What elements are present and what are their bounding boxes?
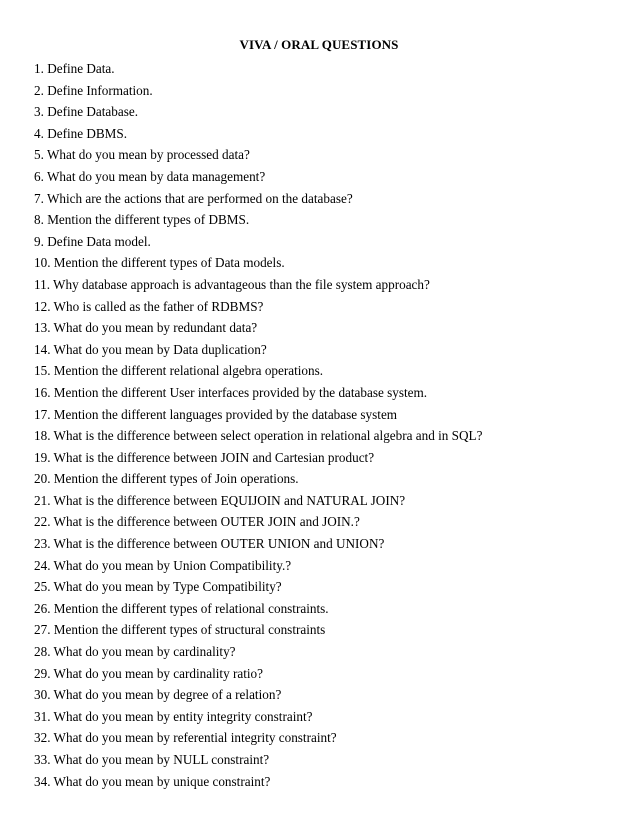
question-item: 9. Define Data model. xyxy=(34,233,151,249)
question-item: 25. What do you mean by Type Compatibility? xyxy=(34,579,282,595)
page-title: VIVA / ORAL QUESTIONS xyxy=(239,37,399,52)
question-item: 14. What do you mean by Data duplication? xyxy=(34,341,267,357)
question-item: 7. Which are the actions that are performed on the database? xyxy=(34,190,353,206)
question-item: 27. Mention the different types of structural constraints xyxy=(34,622,326,638)
question-item: 20. Mention the different types of Join operations. xyxy=(34,471,299,487)
question-item: 22. What is the difference between OUTER JOIN and JOIN.? xyxy=(34,514,360,530)
question-item: 24. What do you mean by Union Compatibility.? xyxy=(34,557,292,573)
question-item: 26. Mention the different types of relational constraints. xyxy=(34,600,329,616)
question-item: 19. What is the difference between JOIN and Cartesian product? xyxy=(34,449,375,465)
question-item: 34. What do you mean by unique constraint? xyxy=(34,773,271,789)
question-item: 23. What is the difference between OUTER UNION and UNION? xyxy=(34,536,385,552)
question-item: 16. Mention the different User interfaces provided by the database system. xyxy=(34,384,428,400)
question-item: 12. Who is called as the father of RDBMS? xyxy=(34,298,264,314)
question-item: 1. Define Data. xyxy=(34,61,115,76)
question-item: 33. What do you mean by NULL constraint? xyxy=(34,752,270,767)
question-item: 30. What do you mean by degree of a relation? xyxy=(34,687,282,703)
question-item: 28. What do you mean by cardinality? xyxy=(34,644,236,660)
question-item: 3. Define Database. xyxy=(34,104,138,120)
question-item: 11. Why database approach is advantageous than the file system approach? xyxy=(34,276,430,292)
question-item: 13. What do you mean by redundant data? xyxy=(34,320,258,336)
question-item: 4. Define DBMS. xyxy=(34,125,128,141)
question-list xyxy=(34,58,482,792)
question-item: 21. What is the difference between EQUIJOIN and NATURAL JOIN? xyxy=(34,492,406,508)
question-item: 31. What do you mean by entity integrity constraint? xyxy=(34,708,313,724)
question-item: 6. What do you mean by data management? xyxy=(34,168,266,184)
question-item: 32. What do you mean by referential integrity constraint? xyxy=(34,730,337,746)
question-item: 8. Mention the different types of DBMS. xyxy=(34,212,250,228)
question-item: 17. Mention the different languages provided by the database system xyxy=(34,406,398,422)
question-item: 15. Mention the different relational algebra operations. xyxy=(34,363,324,379)
question-item: 18. What is the difference between select operation in relational algebra and in SQL? xyxy=(34,428,483,444)
question-item: 10. Mention the different types of Data models. xyxy=(34,255,285,271)
question-item: 2. Define Information. xyxy=(34,82,153,98)
question-item: 29. What do you mean by cardinality ratio? xyxy=(34,665,264,681)
question-item: 5. What do you mean by processed data? xyxy=(34,147,250,163)
